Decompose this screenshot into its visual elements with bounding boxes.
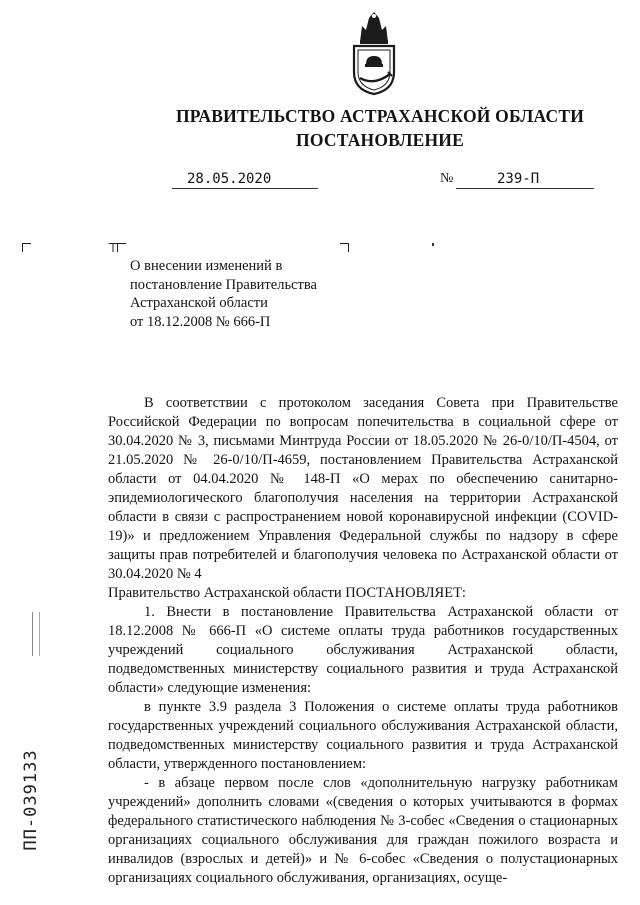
document-subject xyxy=(130,257,317,331)
document-number: 239-П xyxy=(497,171,540,187)
item-1-paragraph: 1. Внести в постановление Правительства Астраханской области от 18.12.2008 № 666-П «О системе оплаты труда работников государственных учреждений социального обслуживания Астраханской области, подведомственных министерству социального развития и труда Астраханской области» следующие изменения: xyxy=(108,604,618,696)
subject-line: постановление Правительства xyxy=(130,276,317,293)
subject-line: О внесении изменений в xyxy=(130,258,283,274)
resolves-line: Правительство Астраханской области ПОСТАНОВЛЯЕТ: xyxy=(108,585,466,601)
coat-of-arms-icon xyxy=(346,12,402,96)
number-sign: № xyxy=(440,171,454,186)
subject-corner-left xyxy=(108,243,117,252)
number-underline xyxy=(456,188,594,189)
subject-line: Астраханской области xyxy=(130,295,268,312)
corner-mark-left xyxy=(22,243,31,252)
document-type-title: ПОСТАНОВЛЕНИЕ xyxy=(296,130,464,150)
margin-binding-marks xyxy=(32,612,40,656)
registration-code-text: ПП-039133 xyxy=(21,749,41,851)
preamble-paragraph: В соответствии с протоколом заседания Совета при Правительстве Российской Федерации по вопросам попечительства в социальной сфере от 30.04.2020 № 3, письмами Минтруда России от 18.05.2020 № 26-0/10/П-4504, от 21.05.2020 № 26-0/10/П-4659, постановлением Правительства Астраханской области от 04.04.2020 № 148-П «О мерах по обеспечению санитарно-эпидемиологического благополучия населения на территории Астраханской области в связи с распространением новой коронавирусной инфекции (COVID-19)» и предложением Управления Федеральной службы по надзору в сфере защиты прав потребителей и благополучия человека по Астраханской области от 30.04.2020 № 4 xyxy=(108,395,618,582)
government-title: ПРАВИТЕЛЬСТВО АСТРАХАНСКОЙ ОБЛАСТИ xyxy=(175,106,585,126)
item-1a-paragraph: в пункте 3.9 раздела 3 Положения о системе оплаты труда работников государственных учреждений социального обслуживания Астраханской области, подведомственных министерству социального развития и труда Астраханской области, утвержденного постановлением: xyxy=(108,699,618,772)
subject-corner-right xyxy=(340,243,349,252)
document-body xyxy=(108,394,618,888)
registration-code xyxy=(20,720,42,880)
subject-line: от 18.12.2008 № 666-П xyxy=(130,313,271,330)
date-underline xyxy=(172,188,318,189)
document-date: 28.05.2020 xyxy=(187,171,272,187)
item-1b-paragraph: - в абзаце первом после слов «дополнительную нагрузку работникам учреждений» дополнить словами «(сведения о которых учитываются в формах федерального статистического наблюдения № 3-собес «Сведения о стационарных организациях социального обслуживания для граждан пожилого возраста и инвалидов (взрослых и детей)» и № 6-собес «Сведения о полустационарных организациях социального обслуживания, организациях, осуще- xyxy=(108,775,618,886)
scan-speck xyxy=(432,243,434,246)
subject-corner-left-2 xyxy=(117,243,126,252)
